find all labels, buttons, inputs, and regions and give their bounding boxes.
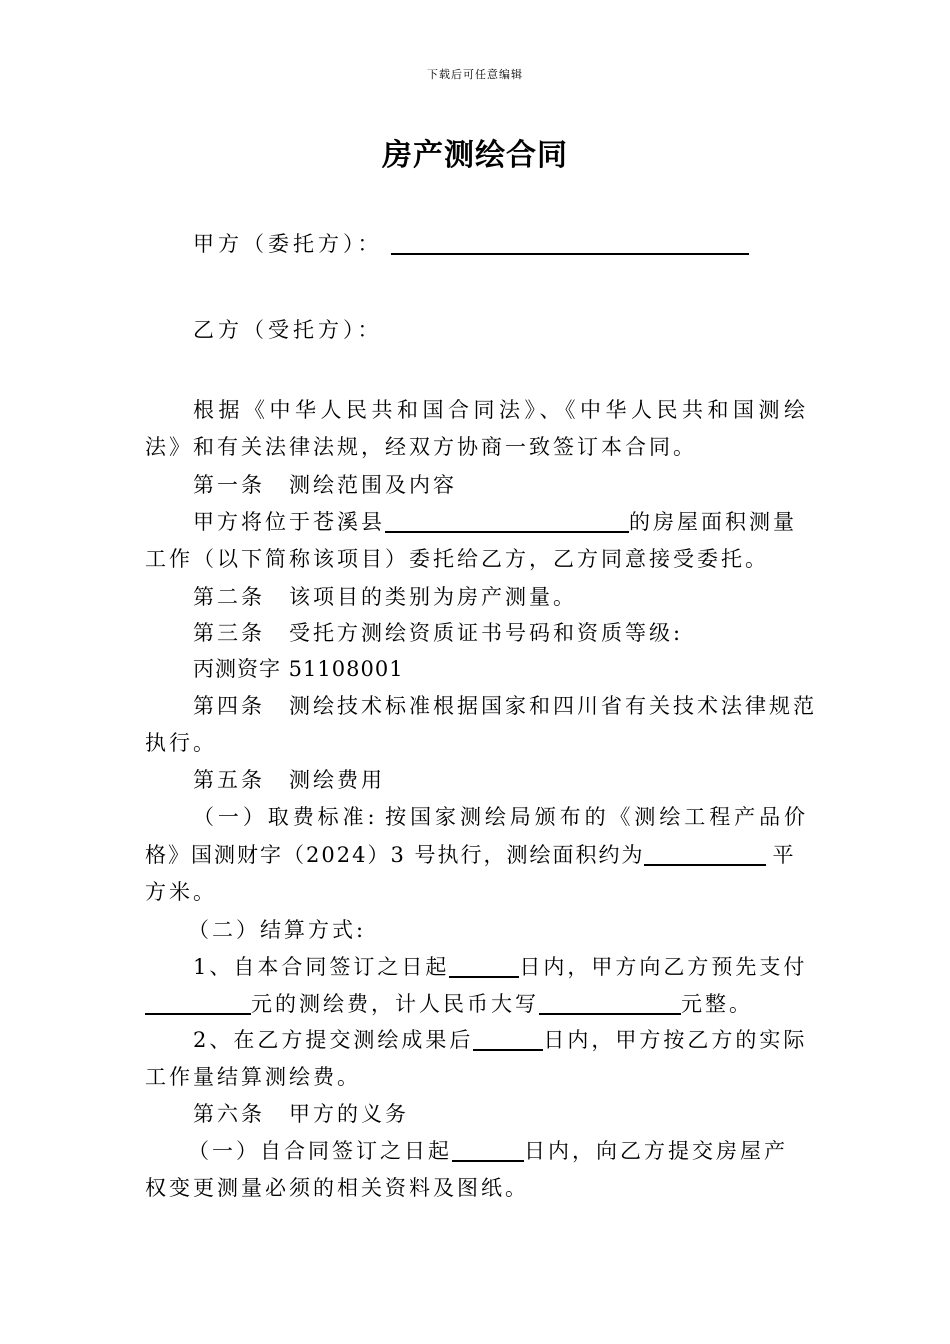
prepay-days-blank[interactable] xyxy=(449,954,519,978)
article-6-title: 甲方的义务 xyxy=(289,1102,409,1126)
article-6-heading xyxy=(193,1101,805,1127)
settlement-item-1-prefix: 1、自本合同签订之日起 xyxy=(193,955,450,979)
party-a-blank[interactable] xyxy=(391,231,749,255)
article-1-location-suffix: 的房屋面积测量 xyxy=(629,510,797,534)
settlement-item-1-suffix: 日内，甲方向乙方预先支付 xyxy=(519,955,808,979)
article-1-heading xyxy=(193,472,805,498)
prepay-amount-blank[interactable] xyxy=(145,991,251,1015)
party-a-label: 甲方（委托方）： xyxy=(193,232,383,256)
article-4-line-2: 执行。 xyxy=(145,731,217,755)
party-b-line xyxy=(193,314,383,344)
settlement-item-1-line-1 xyxy=(193,954,808,980)
settlement-item-1-end: 元整。 xyxy=(681,992,753,1016)
article-4-line-1 xyxy=(193,693,817,719)
party-a-line xyxy=(193,228,749,258)
settlement-item-2-prefix: 2、在乙方提交测绘成果后 xyxy=(193,1028,474,1052)
article-6-number: 第六条 xyxy=(193,1102,265,1126)
article-5-number: 第五条 xyxy=(193,768,265,792)
obligation-1-line-1 xyxy=(188,1138,805,1164)
obligation-1-prefix: （一）自合同签订之日起 xyxy=(188,1139,452,1163)
final-payment-days-blank[interactable] xyxy=(473,1027,543,1051)
article-3-text: 受托方测绘资质证书号码和资质等级: xyxy=(289,621,684,645)
article-4-number: 第四条 xyxy=(193,694,265,718)
party-b-label: 乙方（受托方）： xyxy=(193,318,383,342)
article-5-title: 测绘费用 xyxy=(289,768,385,792)
article-1-location-prefix: 甲方将位于苍溪县 xyxy=(193,510,385,534)
article-1-line-1 xyxy=(193,509,805,535)
article-3-number: 第三条 xyxy=(193,621,265,645)
settlement-item-2-line-1 xyxy=(193,1027,808,1053)
amount-in-words-blank[interactable] xyxy=(539,991,681,1015)
certificate-number: 丙测资字 51108001 xyxy=(193,657,404,681)
document-title: 房产测绘合同 xyxy=(382,138,568,173)
fee-standard-text: 格》国测财字（2024）3 号执行，测绘面积约为 xyxy=(145,843,645,867)
settlement-title: （二）结算方式: xyxy=(188,918,367,942)
header-note: 下载后可任意编辑 xyxy=(427,68,523,81)
article-1-title: 测绘范围及内容 xyxy=(289,473,457,497)
article-1-number: 第一条 xyxy=(193,473,265,497)
area-blank[interactable] xyxy=(644,842,766,866)
settlement-item-1-amount-text: 元的测绘费，计人民币大写 xyxy=(251,992,539,1016)
article-3 xyxy=(193,620,805,646)
area-unit-start: 平 xyxy=(772,843,796,867)
documents-days-blank[interactable] xyxy=(452,1138,524,1162)
location-blank[interactable] xyxy=(385,509,629,533)
article-1-line-2: 工作（以下简称该项目）委托给乙方，乙方同意接受委托。 xyxy=(145,547,769,571)
preamble-line-1: 根据《中华人民共和国合同法》、《中华人民共和国测绘 xyxy=(193,398,805,422)
article-4-text: 测绘技术标准根据国家和四川省有关技术法律规范 xyxy=(289,694,817,718)
settlement-item-2-line-2: 工作量结算测绘费。 xyxy=(145,1065,361,1089)
article-2 xyxy=(193,584,805,610)
article-5-heading xyxy=(193,767,805,793)
settlement-item-2-suffix: 日内，甲方按乙方的实际 xyxy=(543,1028,808,1052)
article-2-number: 第二条 xyxy=(193,585,265,609)
settlement-item-1-line-2 xyxy=(145,991,805,1017)
preamble-line-2: 法》和有关法律法规，经双方协商一致签订本合同。 xyxy=(145,435,697,459)
article-2-text: 该项目的类别为房产测量。 xyxy=(289,585,577,609)
obligation-1-line-2: 权变更测量必须的相关资料及图纸。 xyxy=(145,1176,529,1200)
fee-standard-line-1: （一）取费标准: 按国家测绘局颁布的《测绘工程产品价 xyxy=(193,805,805,829)
fee-standard-line-2 xyxy=(145,842,805,868)
fee-standard-line-3: 方米。 xyxy=(145,880,217,904)
obligation-1-suffix: 日内，向乙方提交房屋产 xyxy=(524,1139,788,1163)
